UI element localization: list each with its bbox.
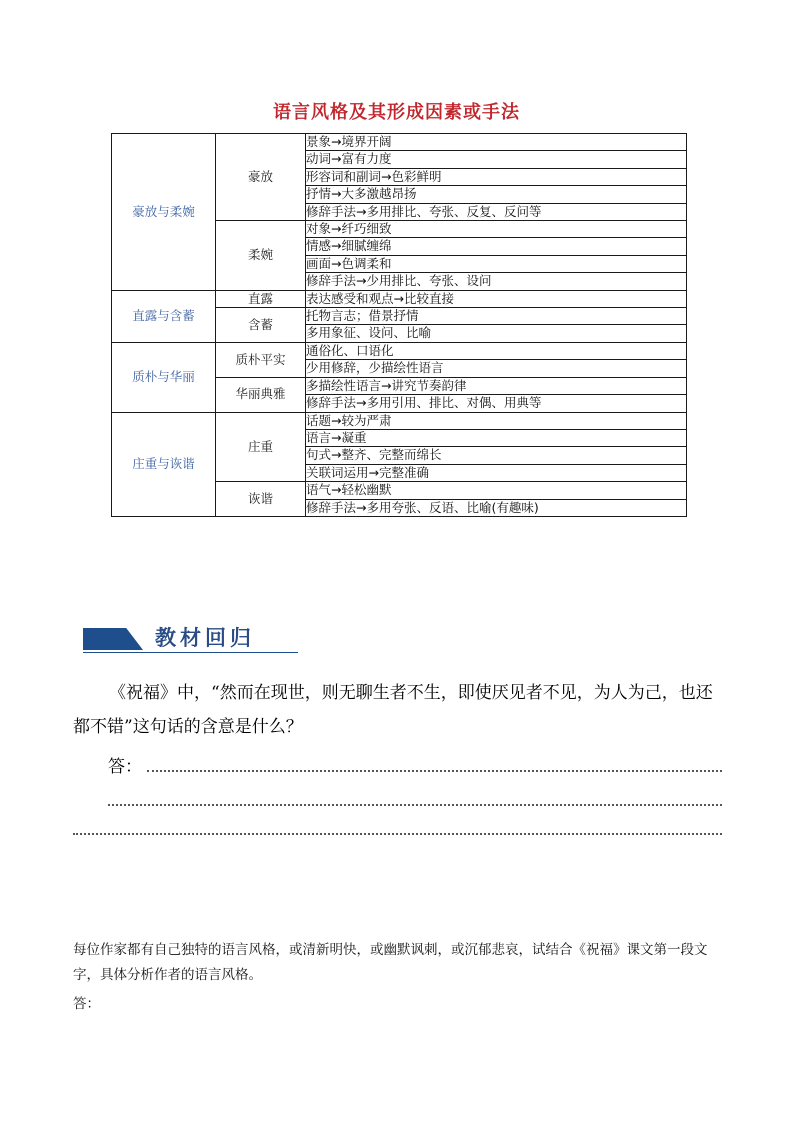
feature-cell: 形容词和副词→色彩鲜明: [306, 168, 687, 185]
category-cell: 质朴与华丽: [112, 342, 216, 412]
table-row: [112, 290, 687, 307]
answer-label-2: 答：: [73, 996, 100, 1012]
answer-line-2: [108, 804, 722, 806]
category-cell: 庄重与诙谐: [112, 412, 216, 516]
subcategory-cell: 含蓄: [216, 308, 306, 343]
feature-cell: 通俗化、口语化: [306, 342, 687, 359]
table-row: [112, 134, 687, 151]
page-title: 语言风格及其形成因素或手法: [273, 102, 520, 123]
table-row: [112, 342, 687, 359]
feature-cell: 语气→轻松幽默: [306, 482, 687, 499]
feature-cell: 托物言志；借景抒情: [306, 308, 687, 325]
subcategory-cell: 华丽典雅: [216, 377, 306, 412]
feature-cell: 修辞手法→多用排比、夸张、反复、反问等: [306, 203, 687, 220]
feature-cell: 景象→境界开阔: [306, 134, 687, 151]
category-cell: 豪放与柔婉: [112, 134, 216, 291]
feature-cell: 动词→富有力度: [306, 151, 687, 168]
feature-cell: 话题→较为严肃: [306, 412, 687, 429]
answer-line-1: [147, 770, 722, 772]
table-row: [112, 412, 687, 429]
category-cell: 直露与含蓄: [112, 290, 216, 342]
subcategory-cell: 直露: [216, 290, 306, 307]
prompt-paragraph: 每位作家都有自己独特的语言风格，或清新明快，或幽默讽刺，或沉郁悲哀，试结合《祝福》课文第一段文字，具体分析作者的语言风格。: [73, 942, 708, 983]
language-style-table: [111, 133, 687, 517]
feature-cell: 修辞手法→多用引用、排比、对偶、用典等: [306, 395, 687, 412]
answer-line-3: [73, 833, 722, 835]
feature-cell: 少用修辞，少描绘性语言: [306, 360, 687, 377]
feature-cell: 抒情→大多激越昂扬: [306, 186, 687, 203]
feature-cell: 关联词运用→完整准确: [306, 464, 687, 481]
feature-cell: 修辞手法→多用夸张、反语、比喻(有趣味): [306, 499, 687, 516]
subcategory-cell: 诙谐: [216, 482, 306, 517]
feature-cell: 语言→凝重: [306, 429, 687, 446]
feature-cell: 句式→整齐、完整而绵长: [306, 447, 687, 464]
subcategory-cell: 庄重: [216, 412, 306, 482]
feature-cell: 对象→纤巧细致: [306, 221, 687, 238]
answer-label: 答：: [108, 757, 142, 777]
subcategory-cell: 柔婉: [216, 221, 306, 291]
feature-cell: 情感→细腻缠绵: [306, 238, 687, 255]
feature-cell: 多描绘性语言→讲究节奏韵律: [306, 377, 687, 394]
subcategory-cell: 质朴平实: [216, 342, 306, 377]
section-header: [83, 624, 298, 654]
question-text: 《祝福》中，“然而在现世，则无聊生者不生，即使厌见者不见，为人为己，也还都不错”这句话的含意是什么？: [73, 683, 713, 737]
subcategory-cell: 豪放: [216, 134, 306, 221]
section-bar-decoration: [83, 628, 143, 650]
feature-cell: 修辞手法→少用排比、夸张、设问: [306, 273, 687, 290]
feature-cell: 表达感受和观点→比较直接: [306, 290, 687, 307]
section-underline: [83, 652, 298, 653]
feature-cell: 多用象征、设问、比喻: [306, 325, 687, 342]
feature-cell: 画面→色调柔和: [306, 255, 687, 272]
section-title: 教材回归: [155, 626, 255, 650]
